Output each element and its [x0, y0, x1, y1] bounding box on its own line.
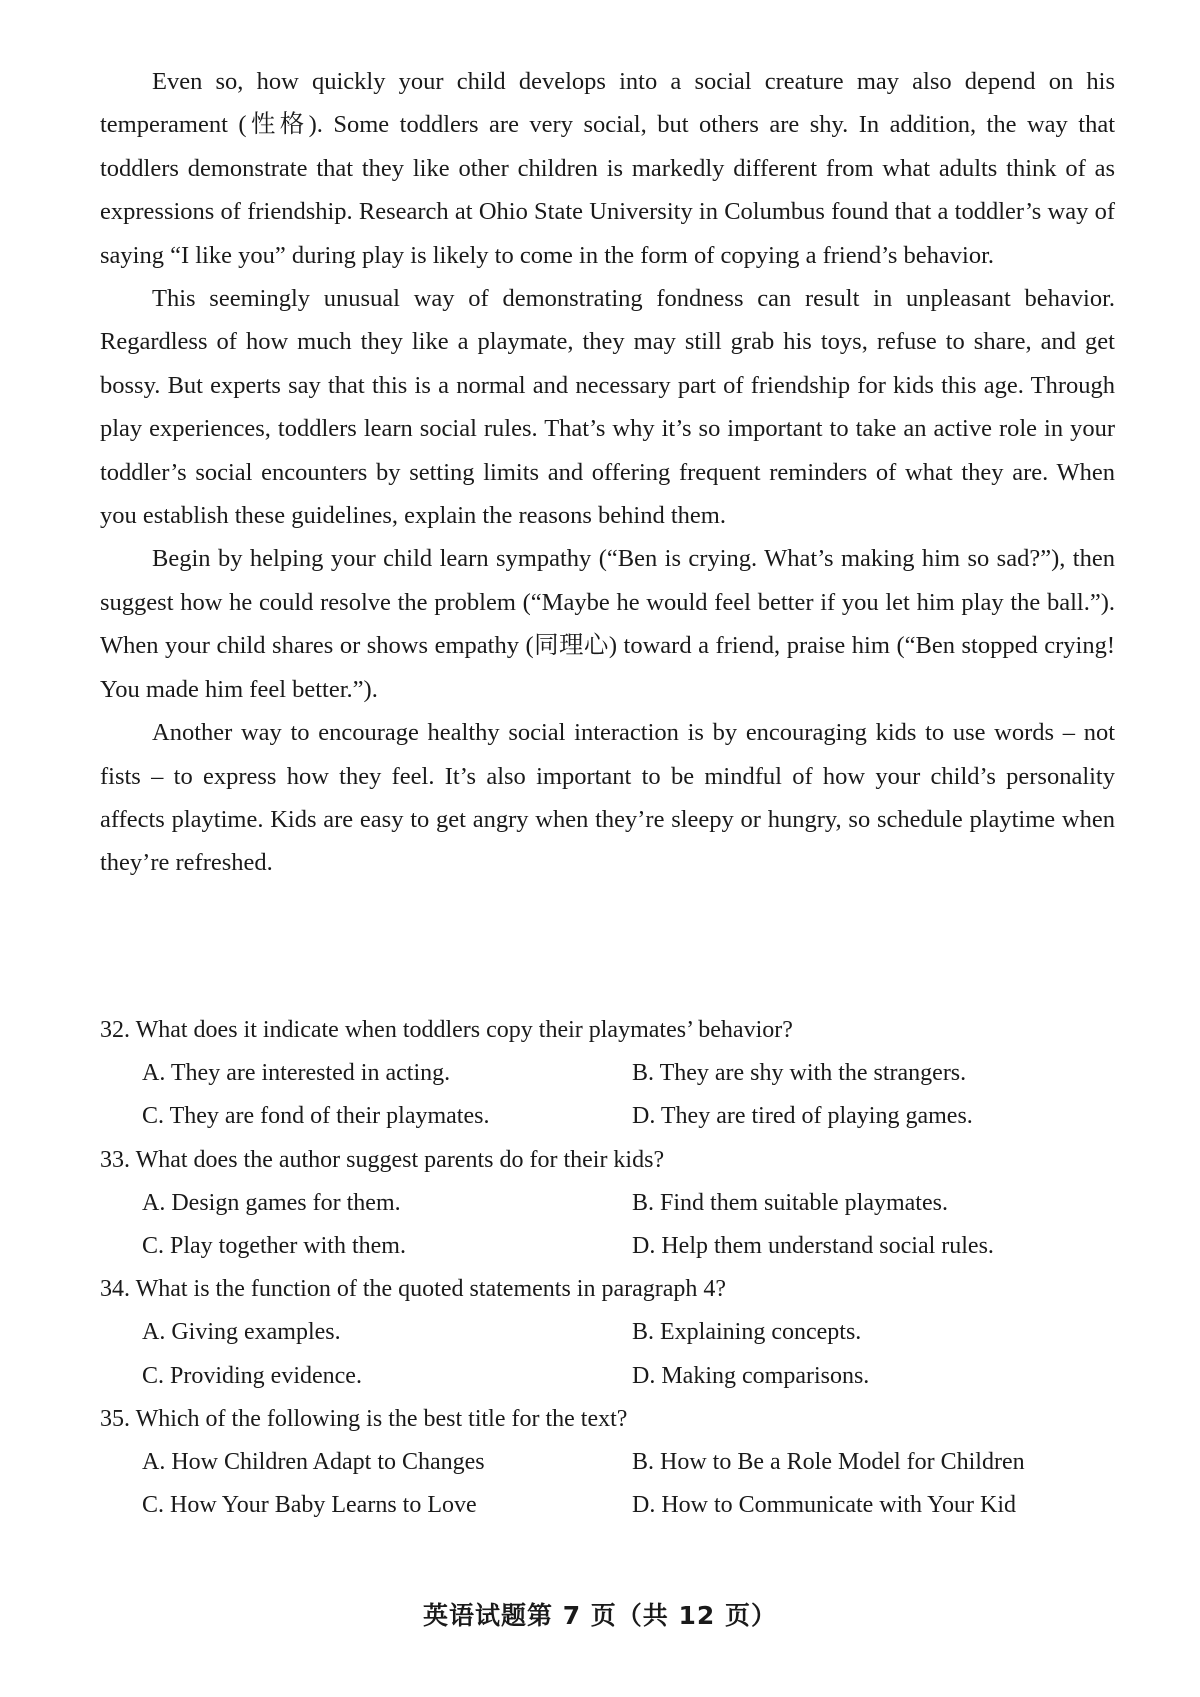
option-a: A. They are interested in acting.	[142, 1060, 451, 1087]
question-stem: 32. What does it indicate when toddlers copy their playmates’ behavior?	[100, 1017, 793, 1043]
reading-passage	[100, 60, 1115, 885]
option-row	[100, 1225, 1120, 1268]
option-row	[100, 1095, 1120, 1138]
page-footer: 英语试题第 7 页（共 12 页）	[422, 1601, 777, 1630]
option-b: B. Explaining concepts.	[632, 1319, 862, 1346]
option-d: D. How to Communicate with Your Kid	[632, 1492, 1016, 1519]
question-stem: 35. Which of the following is the best title for the text?	[100, 1405, 628, 1432]
option-row	[100, 1052, 1120, 1095]
question-34	[100, 1268, 1120, 1398]
option-b: B. They are shy with the strangers.	[632, 1060, 967, 1087]
option-c: C. They are fond of their playmates.	[142, 1103, 490, 1130]
option-c: C. Providing evidence.	[142, 1362, 362, 1389]
option-c: C. Play together with them.	[142, 1233, 406, 1260]
option-row	[100, 1355, 1120, 1398]
question-35	[100, 1398, 1120, 1528]
option-d: D. Help them understand social rules.	[632, 1233, 994, 1260]
option-row	[100, 1182, 1120, 1225]
question-33	[100, 1139, 1120, 1269]
question-list	[100, 1009, 1120, 1527]
question-32	[100, 1009, 1120, 1139]
option-b: B. How to Be a Role Model for Children	[632, 1449, 1025, 1476]
passage-paragraph-2: This seemingly unusual way of demonstrating fondness can result in unpleasant behavior. Regardless of how much they like a playmate, they may still grab his toys, refuse to share, and get bossy. But experts say that this is a normal and necessary part of friendship for kids this age. Through play experiences, toddlers learn social rules. That’s why it’s so important to take an active role in your toddler’s social encounters by setting limits and offering frequent reminders of what they are. When you establish these guidelines, explain the reasons behind them.	[100, 285, 1115, 530]
option-b: B. Find them suitable playmates.	[632, 1189, 948, 1216]
option-d: D. Making comparisons.	[632, 1362, 870, 1389]
option-row	[100, 1484, 1120, 1527]
passage-paragraph-3: Begin by helping your child learn sympathy (“Ben is crying. What’s making him so sad?”), then suggest how he could resolve the problem (“Maybe he would feel better if you let him play the ball.”). When your child shares or shows empathy (同理心) toward a friend, praise him (“Ben stopped crying! You made him feel better.”).	[100, 545, 1115, 703]
option-a: A. Design games for them.	[142, 1189, 401, 1216]
passage-paragraph-1: Even so, how quickly your child develops into a social creature may also depend on his temperament (性格). Some toddlers are very social, but others are shy. In addition, the way that toddlers demonstrate that they like other children is markedly different from what adults think of as expressions of friendship. Research at Ohio State University in Columbus found that a toddler’s way of saying “I like you” during play is likely to come in the form of copying a friend’s behavior.	[100, 68, 1115, 269]
option-a: A. How Children Adapt to Changes	[142, 1449, 485, 1476]
option-c: C. How Your Baby Learns to Love	[142, 1492, 477, 1519]
question-stem: 33. What does the author suggest parents do for their kids?	[100, 1146, 665, 1173]
passage-paragraph-4: Another way to encourage healthy social interaction is by encouraging kids to use words – not fists – to express how they feel. It’s also important to be mindful of how your child’s personality affects playtime. Kids are easy to get angry when they’re sleepy or hungry, so schedule playtime when they’re refreshed.	[100, 719, 1115, 877]
option-row	[100, 1311, 1120, 1354]
option-row	[100, 1441, 1120, 1484]
question-stem: 34. What is the function of the quoted statements in paragraph 4?	[100, 1276, 727, 1303]
option-a: A. Giving examples.	[142, 1319, 341, 1346]
option-d: D. They are tired of playing games.	[632, 1103, 973, 1130]
